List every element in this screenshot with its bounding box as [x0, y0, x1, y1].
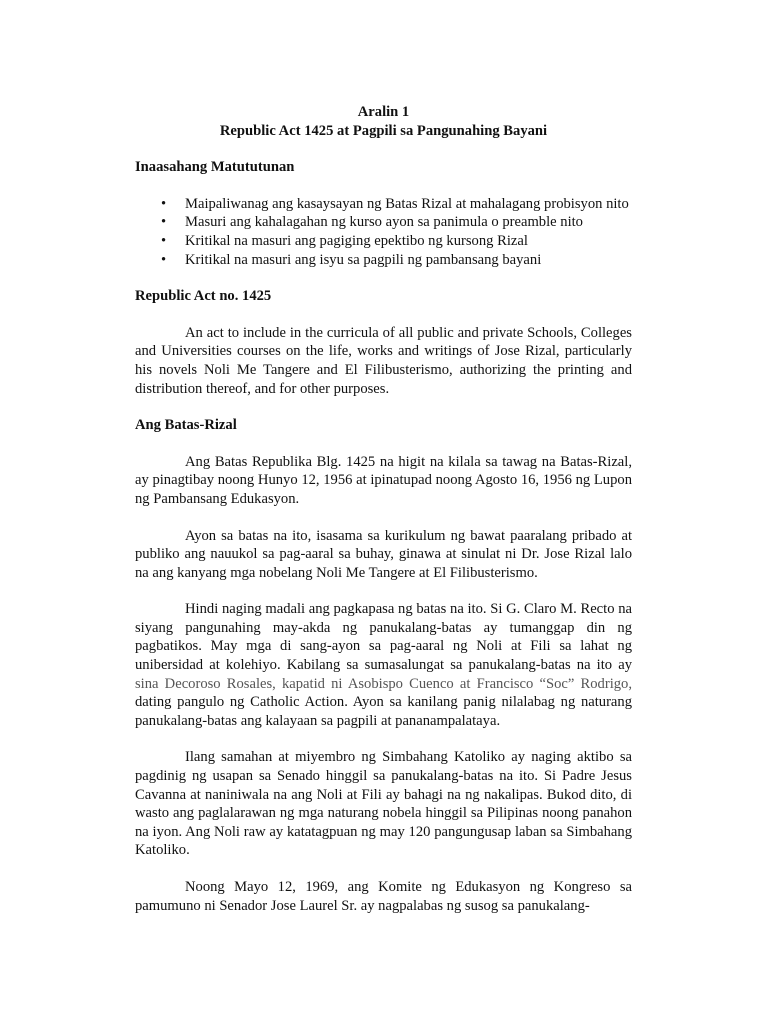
- bullet-icon: •: [161, 214, 167, 231]
- batas-rizal-paragraph-1: Ang Batas Republika Blg. 1425 na higit na kilala sa tawag na Batas-Rizal, ay pinagtibay noong Hunyo 12, 1956 at ipinatupad noong Agosto 16, 1956 ng Lupon ng Pambansang Edukasyon.: [135, 453, 632, 507]
- list-item: [135, 213, 632, 232]
- list-item: [135, 232, 632, 251]
- objective-text: Masuri ang kahalagahan ng kurso ayon sa panimula o preamble nito: [185, 214, 583, 231]
- objective-text: Kritikal na masuri ang isyu sa pagpili ng pambansang bayani: [185, 251, 542, 268]
- batas-rizal-paragraph-2: Ayon sa batas na ito, isasama sa kurikulum ng bawat paaralang pribado at publiko ang nauukol sa pag-aaral sa buhay, ginawa at sinulat ni Dr. Jose Rizal lalo na ang kanyang mga nobelang Noli Me Tangere at El Filibusterismo.: [135, 527, 632, 581]
- objective-text: Kritikal na masuri ang pagiging epektibo ng kursong Rizal: [185, 232, 528, 249]
- batas-rizal-paragraph-5: Noong Mayo 12, 1969, ang Komite ng Edukasyon ng Kongreso sa pamumuno ni Senador Jose Laurel Sr. ay nagpalabas ng susog sa panukalang-: [135, 879, 632, 914]
- paragraph-3-part-a: Hindi naging madali ang pagkapasa ng batas na ito. Si G. Claro M. Recto na siyang pangunahing may-akda ng panukalang-batas ay tumanggap din ng pagbatikos. May mga di sang-ayon sa pag-aaral ng Noli at Fili sa lahat ng unibersidad at kolehiyo. Kabilang sa sumasalungat sa panukalang-batas na ito ay: [135, 601, 632, 674]
- objectives-list: [135, 195, 632, 269]
- batas-rizal-paragraph-4: Ilang samahan at miyembro ng Simbahang Katoliko ay naging aktibo sa pagdinig ng usapan sa Senado hinggil sa panukalang-batas na ito. Si Padre Jesus Cavanna at naniniwala na ang Noli at Fili ay bahagi na ng nakalipas. Bukod dito, di wasto ang paglalarawan ng mga naturang nobela hinggil sa Pilipinas noong panahon na iyon. Ang Noli raw ay katatagpuan ng may 120 pangungusap laban sa Simbahang Katoliko.: [135, 749, 632, 859]
- ra1425-paragraph: An act to include in the curricula of all public and private Schools, Colleges and Universities courses on the life, works and writings of Jose Rizal, particularly his novels Noli Me Tangere and El Filibusterismo, authorizing the printing and distribution thereof, and for other purposes.: [135, 324, 632, 397]
- objectives-heading: Inaasahang Matututunan: [135, 159, 295, 176]
- document-body: [135, 103, 632, 915]
- lesson-title: Republic Act 1425 at Pagpili sa Pangunahing Bayani: [219, 122, 548, 139]
- lesson-number: Aralin 1: [357, 104, 410, 120]
- list-item: [135, 195, 632, 214]
- list-item: [135, 251, 632, 270]
- bullet-icon: •: [161, 195, 167, 212]
- batas-rizal-heading: Ang Batas-Rizal: [135, 417, 237, 434]
- ra1425-heading: Republic Act no. 1425: [135, 288, 272, 305]
- batas-rizal-paragraph-3: [135, 600, 632, 730]
- paragraph-3-part-b: sina Decoroso Rosales, kapatid ni Asobispo Cuenco at Francisco “Soc” Rodrigo,: [135, 675, 632, 692]
- paragraph-3-part-c: dating pangulo ng Catholic Action. Ayon sa kanilang panig nilalabag ng naturang panukalang-batas ang kalayaan sa pagpili at pananampalataya.: [135, 694, 632, 729]
- bullet-icon: •: [161, 251, 167, 268]
- objective-text: Maipaliwanag ang kasaysayan ng Batas Rizal at mahalagang probisyon nito: [185, 195, 629, 212]
- bullet-icon: •: [161, 232, 167, 249]
